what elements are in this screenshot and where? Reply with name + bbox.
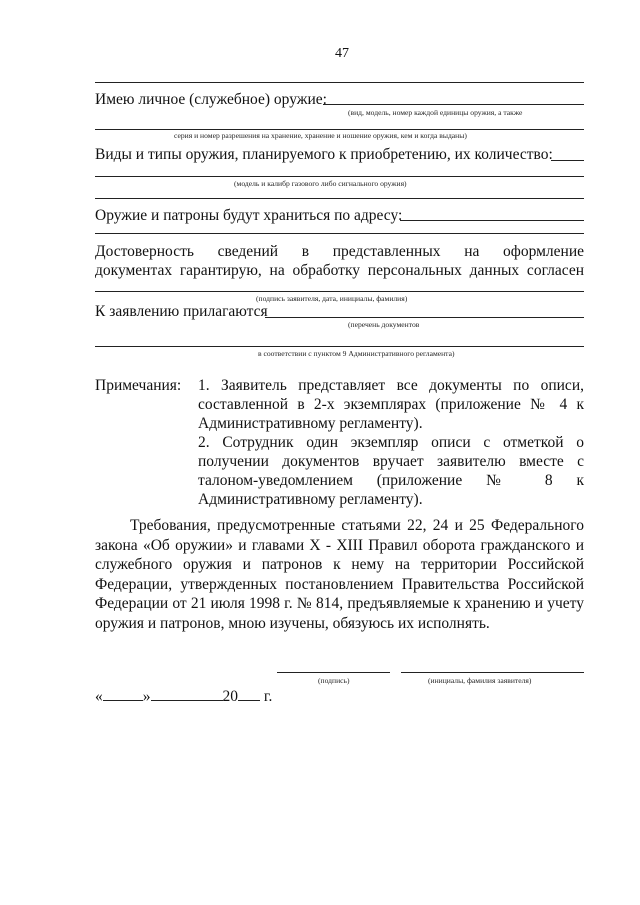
date-close-quote: » [142, 688, 151, 705]
date-year-suffix: г. [263, 688, 273, 705]
consent-line-2: документах гарантирую, на обработку персональных данных согласен [95, 262, 584, 279]
date-open-quote: « [95, 688, 103, 705]
attach-hint: (перечень документов [348, 320, 420, 329]
types-input-line-2[interactable] [95, 176, 584, 177]
address-input-line-2[interactable] [95, 233, 584, 234]
note-item: 2. Сотрудник один экземпляр описи с отметкой о получении документов вручает заявителю вместе с талоном-уведомлением (приложение № 8 к Административному регламенту). [198, 434, 584, 508]
signature-hint: (подпись) [318, 676, 350, 685]
consent-hint: (подпись заявителя, дата, инициалы, фамилия) [256, 294, 408, 303]
weapon-label: Имею личное (служебное) оружие: [95, 91, 327, 108]
note-item: 1. Заявитель представляет все документы по описи, составленной в 2-х экземплярах (приложение № 4 к Административному регламенту). [198, 377, 584, 432]
attach-input-line-2[interactable] [95, 346, 584, 347]
consent-sign-line[interactable] [95, 291, 584, 292]
name-line[interactable] [401, 672, 584, 673]
date-month-blank[interactable] [151, 687, 223, 701]
attach-hint-2: в соответствии с пунктом 9 Административного регламента) [258, 349, 455, 358]
date-day-blank[interactable] [103, 687, 143, 701]
attach-label: К заявлению прилагаются [95, 303, 268, 320]
field-line [95, 82, 584, 83]
date-year-prefix: 20 [222, 688, 238, 705]
types-label: Виды и типы оружия, планируемого к приобретению, их количество: [95, 146, 553, 163]
attach-input-line[interactable] [265, 317, 584, 318]
requirements-paragraph: Требования, предусмотренные статьями 22, 24 и 25 Федерального закона «Об оружии» и главами X - XIII Правил оборота гражданского и служебного оружия и патронов к нему на территории Российской Федерации, утвержденных постановлением Правительства Российской Федерации от 21 июля 1998 г. № 814, предъявляемые к хранению и учету оружия и патронов, мною изучены, обязуюсь их исполнять. [95, 517, 584, 632]
weapon-input-line-2[interactable] [95, 129, 584, 130]
date-field [95, 687, 272, 706]
consent-line-1: Достоверность сведений в представленных на оформление [95, 243, 584, 260]
address-input-line[interactable] [400, 220, 584, 221]
page-number: 47 [335, 46, 349, 61]
address-label: Оружие и патроны будут храниться по адресу: [95, 207, 403, 224]
date-year-blank[interactable] [238, 687, 260, 701]
types-input-line-3[interactable] [95, 198, 584, 199]
name-hint: (инициалы, фамилия заявителя) [428, 676, 532, 685]
weapon-hint: (вид, модель, номер каждой единицы оружия, а также [348, 108, 523, 117]
types-hint: (модель и калибр газового либо сигнального оружия) [234, 179, 407, 188]
weapon-hint-2: серия и номер разрешения на хранение, хранение и ношение оружия, кем и когда выданы) [174, 131, 467, 140]
types-input-line[interactable] [551, 160, 584, 161]
signature-line[interactable] [277, 672, 390, 673]
notes-label: Примечания: [95, 377, 182, 394]
weapon-input-line[interactable] [323, 104, 584, 105]
notes-list [190, 376, 584, 509]
